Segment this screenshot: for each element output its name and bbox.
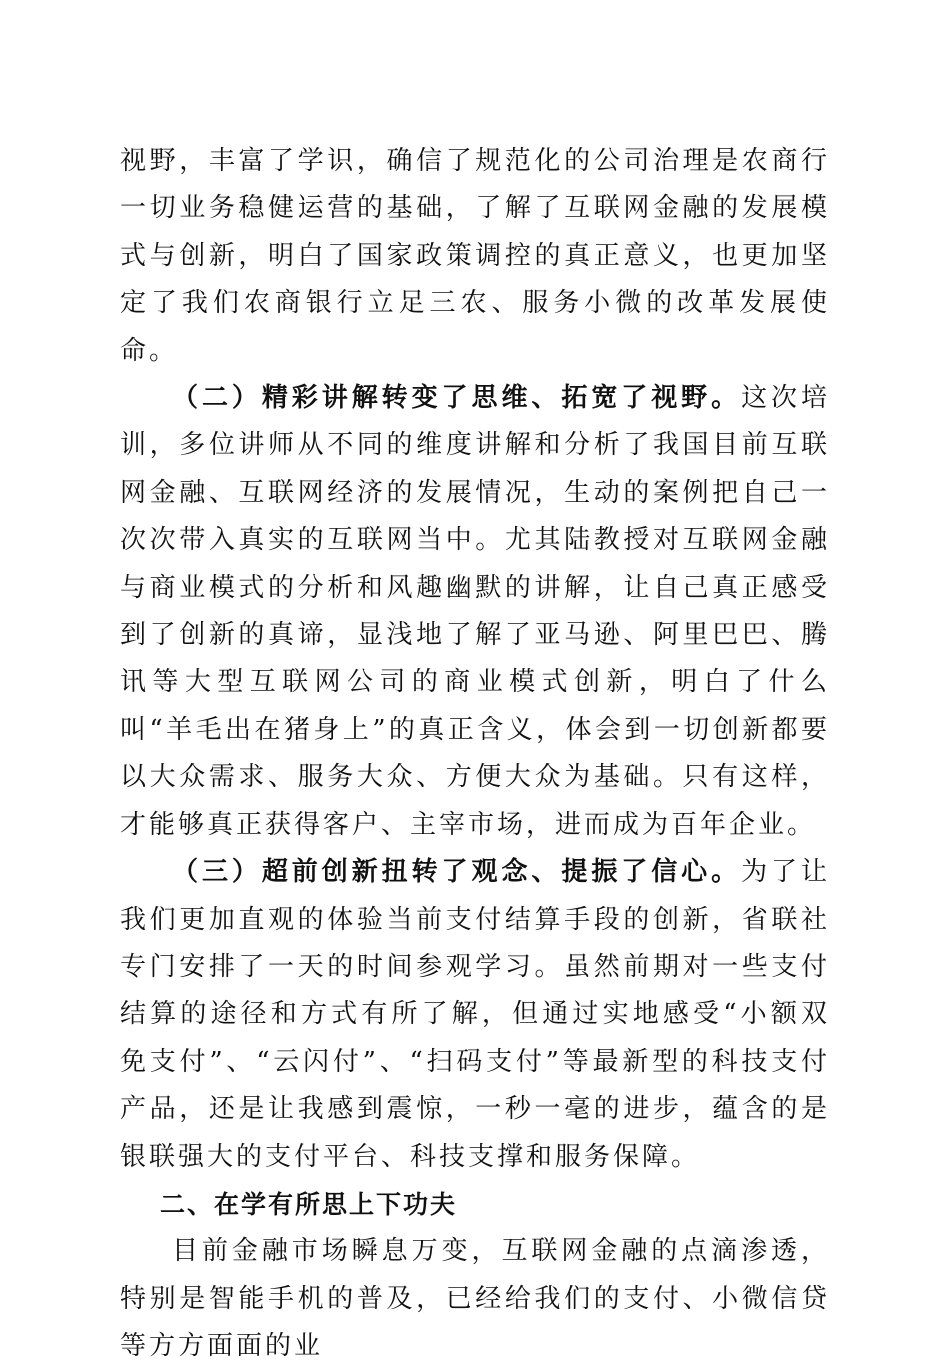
paragraph-text: 视野，丰富了学识，确信了规范化的公司治理是农商行一切业务稳健运营的基础，了解了互联网金融的发展模式与创新，明白了国家政策调控的真正意义，也更加坚定了我们农商银行立足三农、服务小微的改革发展使命。 [120,146,830,366]
paragraph-text: 目前金融市场瞬息万变，互联网金融的点滴渗透，特别是智能手机的普及，已经给我们的支付、小微信贷等方方面面的业 [120,1236,830,1362]
paragraph-text: 为了让我们更加直观的体验当前支付结算手段的创新，省联社专门安排了一天的时间参观学习。虽然前期对一些支付结算的途径和方式有所了解，但通过实地感受“小额双免支付”、“云闪付”、“扫码支付”等最新型的科技支付产品，还是让我感到震惊，一秒一毫的进步，蕴含的是银联强大的支付平台、科技支撑和服务保障。 [120,857,830,1172]
subsection-heading-3: （三）超前创新扭转了观念、提振了信心。 [172,857,742,888]
paragraph-training-lectures [120,375,830,849]
paragraph-market-change [120,1228,830,1370]
paragraph-continuation [120,138,830,375]
subsection-heading-2: （二）精彩讲解转变了思维、拓宽了视野。 [172,383,742,414]
section-heading-2: 二、在学有所思上下功夫 [160,1189,458,1219]
paragraph-innovation-visit [120,849,830,1181]
document-body [120,138,830,1371]
paragraph-text: 这次培训，多位讲师从不同的维度讲解和分析了我国目前互联网金融、互联网经济的发展情况，生动的案例把自己一次次带入真实的互联网当中。尤其陆教授对互联网金融与商业模式的分析和风趣幽默的讲解，让自己真正感受到了创新的真谛，显浅地了解了亚马逊、阿里巴巴、腾讯等大型互联网公司的商业模式创新，明白了什么叫“羊毛出在猪身上”的真正含义，体会到一切创新都要以大众需求、服务大众、方便大众为基础。只有这样，才能够真正获得客户、主宰市场，进而成为百年企业。 [120,383,830,840]
